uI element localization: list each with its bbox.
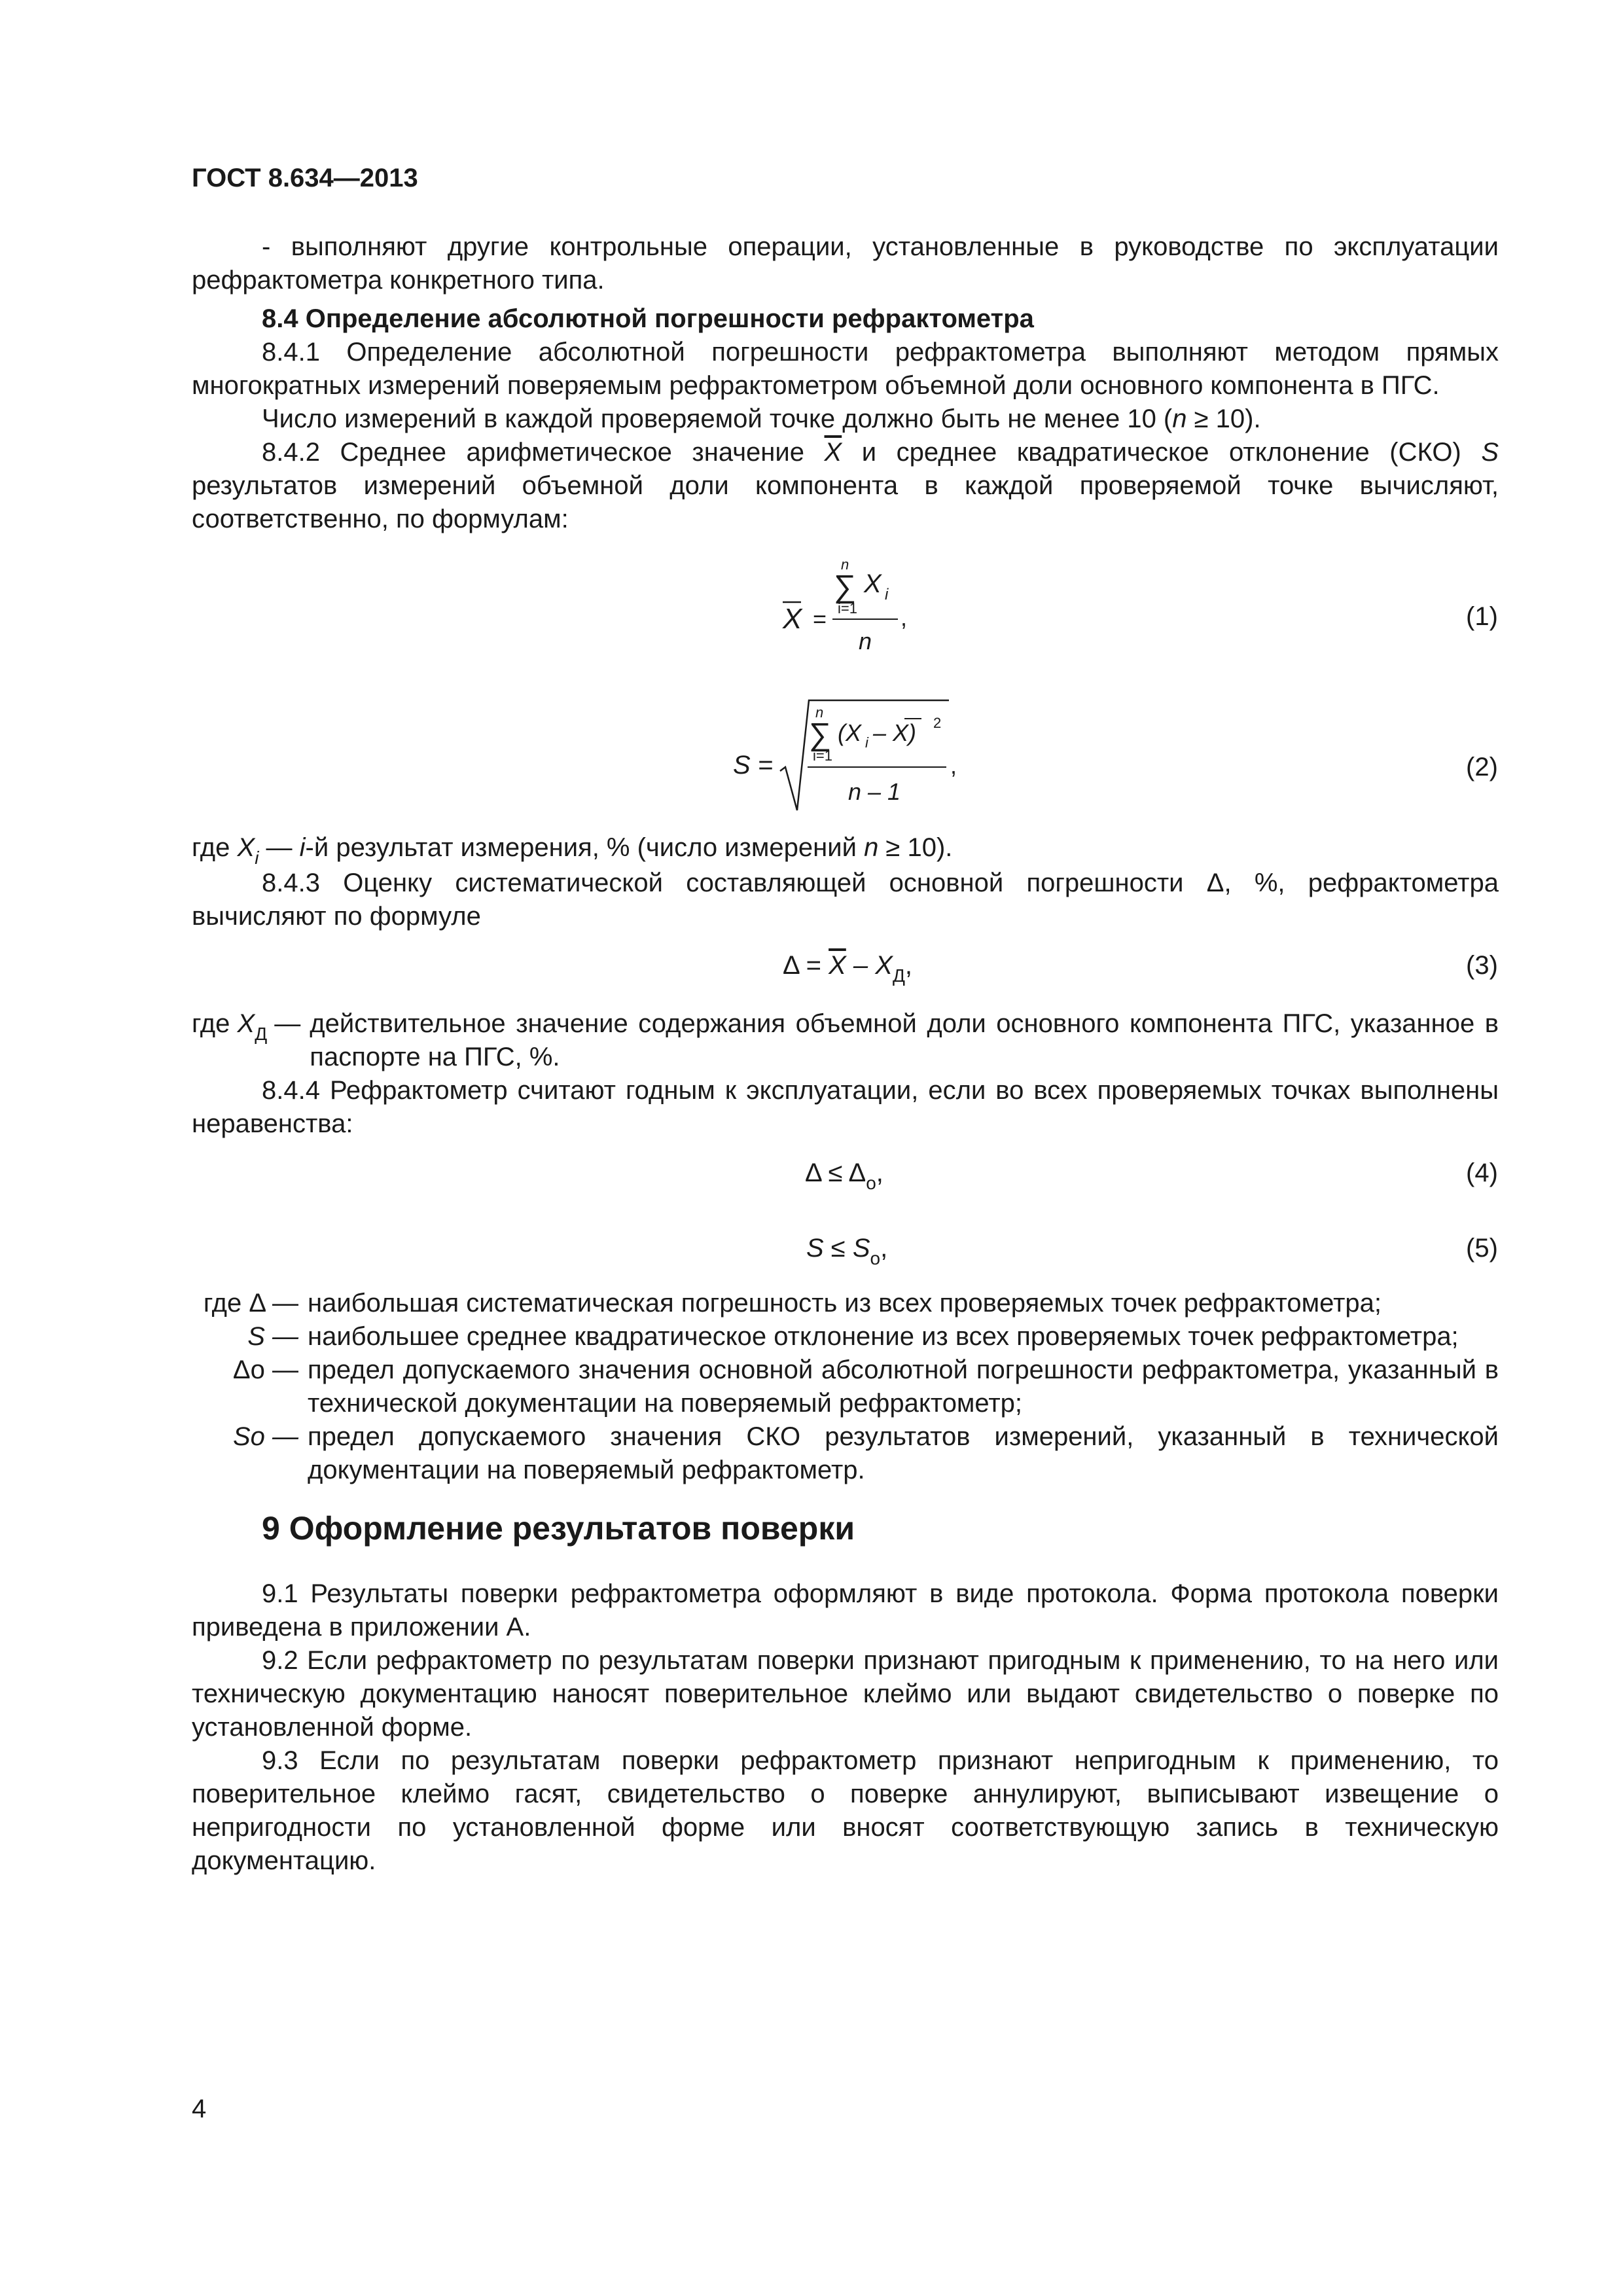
where-list-item: [192, 1420, 1499, 1487]
where-item-text: предел допускаемого значения основной абсолютной погрешности рефрактометра, указанный в технической документации на поверяемый рефрактометр;: [308, 1355, 1499, 1418]
paragraph-8-4-3: 8.4.3 Оценку систематической составляющей основной погрешности Δ, %, рефрактометра вычисляют по формуле: [192, 869, 1499, 931]
f1-denominator: n: [859, 628, 872, 655]
where-xi-text-end: ≥ 10).: [878, 833, 953, 862]
formula-4: [805, 1158, 883, 1193]
f4-text: Δ ≤ Δ: [805, 1158, 866, 1187]
where-item-label: где Δ —: [203, 1289, 298, 1318]
where-xd-prefix: где: [192, 1009, 238, 1038]
where-xd-row: [192, 1007, 1499, 1074]
f2-sigma: ∑: [809, 717, 832, 752]
formula-5: [806, 1234, 888, 1268]
f2-term: (X: [838, 719, 861, 746]
section-8-4-title: 8.4 Определение абсолютной погрешности рефрактометра: [262, 304, 1034, 333]
formula-1: [772, 556, 942, 668]
f3-delta: Δ =: [783, 951, 829, 980]
paragraph-8-4-4: 8.4.4 Рефрактометр считают годным к эксплуатации, если во всех проверяемых точках выполнены неравенства:: [192, 1076, 1499, 1138]
equation-number-1: (1): [1466, 602, 1498, 631]
where-list-item: [192, 1320, 1499, 1354]
f5-sub: о: [870, 1248, 881, 1268]
f2-denominator: n – 1: [848, 778, 901, 805]
where-xd-block: [192, 1007, 1499, 1074]
f1-term-sub: i: [885, 586, 889, 603]
f2-term-sup: 2: [933, 715, 942, 731]
where-xd-text: действительное значение содержания объемной доли основного компонента ПГС, указанное в паспорте на ПГС, %.: [310, 1009, 1499, 1071]
where-xi-var: X: [237, 833, 255, 862]
where-xi-line: [192, 831, 1499, 867]
f5-trail: ,: [880, 1234, 888, 1263]
where-item-label: S —: [247, 1322, 298, 1351]
paragraph-8-4-1: 8.4.1 Определение абсолютной погрешности рефрактометра выполняют методом прямых многократных измерений поверяемым рефрактометром объемной доли основного компонента в ПГС.: [192, 338, 1499, 400]
section-8-4-text: [192, 230, 1499, 536]
where-list-item: [192, 1354, 1499, 1420]
formula-3: [783, 951, 913, 986]
where-item-label: Sо —: [232, 1422, 298, 1451]
f3-sub: Д: [892, 965, 905, 986]
paragraph-8-4-2: [192, 436, 1499, 536]
count-text-start: Число измерений в каждой проверяемой точке должно быть не менее 10 (: [262, 404, 1173, 433]
where-xi-text: -й результат измерения, % (число измерений: [305, 833, 865, 862]
p842-text-b: и среднее квадратическое отклонение (СКО): [842, 438, 1482, 467]
count-text-end: ≥ 10).: [1186, 404, 1261, 433]
paragraph-measurement-count: [192, 403, 1499, 436]
f2-trail: ,: [950, 752, 957, 779]
f1-sum-top: n: [841, 556, 849, 573]
where-xi-sub: i: [255, 848, 259, 868]
where-xi-prefix: где: [192, 833, 238, 862]
paragraph-8-4-4-block: [192, 1074, 1499, 1141]
f1-sigma: ∑: [834, 569, 857, 604]
p842-s-variable: S: [1481, 438, 1499, 467]
f2-term-rest: – X): [873, 719, 917, 746]
where-xi-i: i: [299, 833, 306, 862]
where-item-text: наибольшее среднее квадратическое отклонение из всех проверяемых точек рефрактометра;: [308, 1322, 1459, 1351]
f5-s: S: [806, 1234, 824, 1263]
where-list: [192, 1287, 1499, 1487]
paragraph-9-2: 9.2 Если рефрактометр по результатам поверки признают пригодным к применению, то на него или техническую документацию наносят поверительное клеймо или выдают свидетельство о поверке по установленной форме.: [192, 1646, 1499, 1742]
f2-lhs: S =: [733, 751, 774, 780]
f4-trail: ,: [876, 1158, 883, 1187]
where-list-item: [192, 1287, 1499, 1320]
paragraph-9-1: 9.1 Результаты поверки рефрактометра оформляют в виде протокола. Форма протокола поверки приведена в приложении А.: [192, 1579, 1499, 1641]
equation-number-5: (5): [1466, 1234, 1498, 1263]
f1-lhs: X: [783, 603, 802, 635]
f1-equals: =: [813, 605, 827, 632]
where-xd-label: [192, 1007, 300, 1074]
formula-2: [733, 694, 982, 818]
paragraph-9-3: 9.3 Если по результатам поверки рефрактометр признают непригодным к применению, то поверительное клеймо гасят, свидетельство о поверке аннулируют, выписывают извещение о непригодности по установленной форме или вносят соответствующую запись в техническую документацию.: [192, 1746, 1499, 1875]
page-number: 4: [192, 2094, 207, 2123]
section-9-title: 9 Оформление результатов поверки: [262, 1510, 855, 1547]
f3-trail: ,: [904, 951, 913, 980]
f3-xd: – X: [846, 951, 893, 980]
where-xi-and-8-4-3: [192, 831, 1499, 933]
where-item-label: Δо —: [232, 1355, 298, 1384]
f3-xbar: $\overline{X}$: [829, 951, 846, 980]
where-xi-n: n: [864, 833, 879, 862]
p842-xbar: $\overline{X}$: [824, 438, 842, 467]
where-item-text: предел допускаемого значения СКО результатов измерений, указанный в технической документации на поверяемый рефрактометр.: [308, 1422, 1499, 1484]
document-header-id: ГОСТ 8.634—2013: [192, 164, 418, 192]
p842-text-a: 8.4.2 Среднее арифметическое значение: [262, 438, 825, 467]
f4-sub: о: [866, 1173, 876, 1193]
f2-term-sub: i: [865, 734, 868, 751]
where-xd-var: X: [237, 1009, 255, 1038]
f2-sum-bottom: i=1: [813, 747, 832, 764]
where-xd-sub: Д: [255, 1024, 268, 1044]
equation-number-3: (3): [1466, 951, 1498, 980]
f1-sum-bottom: i=1: [838, 600, 857, 617]
f5-so: ≤ S: [823, 1234, 870, 1263]
section-9-text: [192, 1577, 1499, 1878]
where-item-text: наибольшая систематическая погрешность из всех проверяемых точек рефрактометра;: [308, 1289, 1382, 1318]
f1-trail: ,: [901, 604, 908, 631]
f2-sum-top: n: [815, 704, 824, 721]
p842-text-c: результатов измерений объемной доли компонента в каждой проверяемой точке вычисляют, соответственно, по формулам:: [192, 471, 1499, 533]
equation-number-2: (2): [1466, 753, 1498, 781]
where-xd-dash: —: [267, 1009, 301, 1038]
intro-bullet: - выполняют другие контрольные операции, установленные в руководстве по эксплуатации рефрактометра конкретного типа.: [192, 232, 1499, 295]
equation-number-4: (4): [1466, 1158, 1498, 1187]
f1-term: X: [864, 569, 882, 598]
count-n-variable: n: [1172, 404, 1187, 433]
where-xi-dash: —: [259, 833, 300, 862]
